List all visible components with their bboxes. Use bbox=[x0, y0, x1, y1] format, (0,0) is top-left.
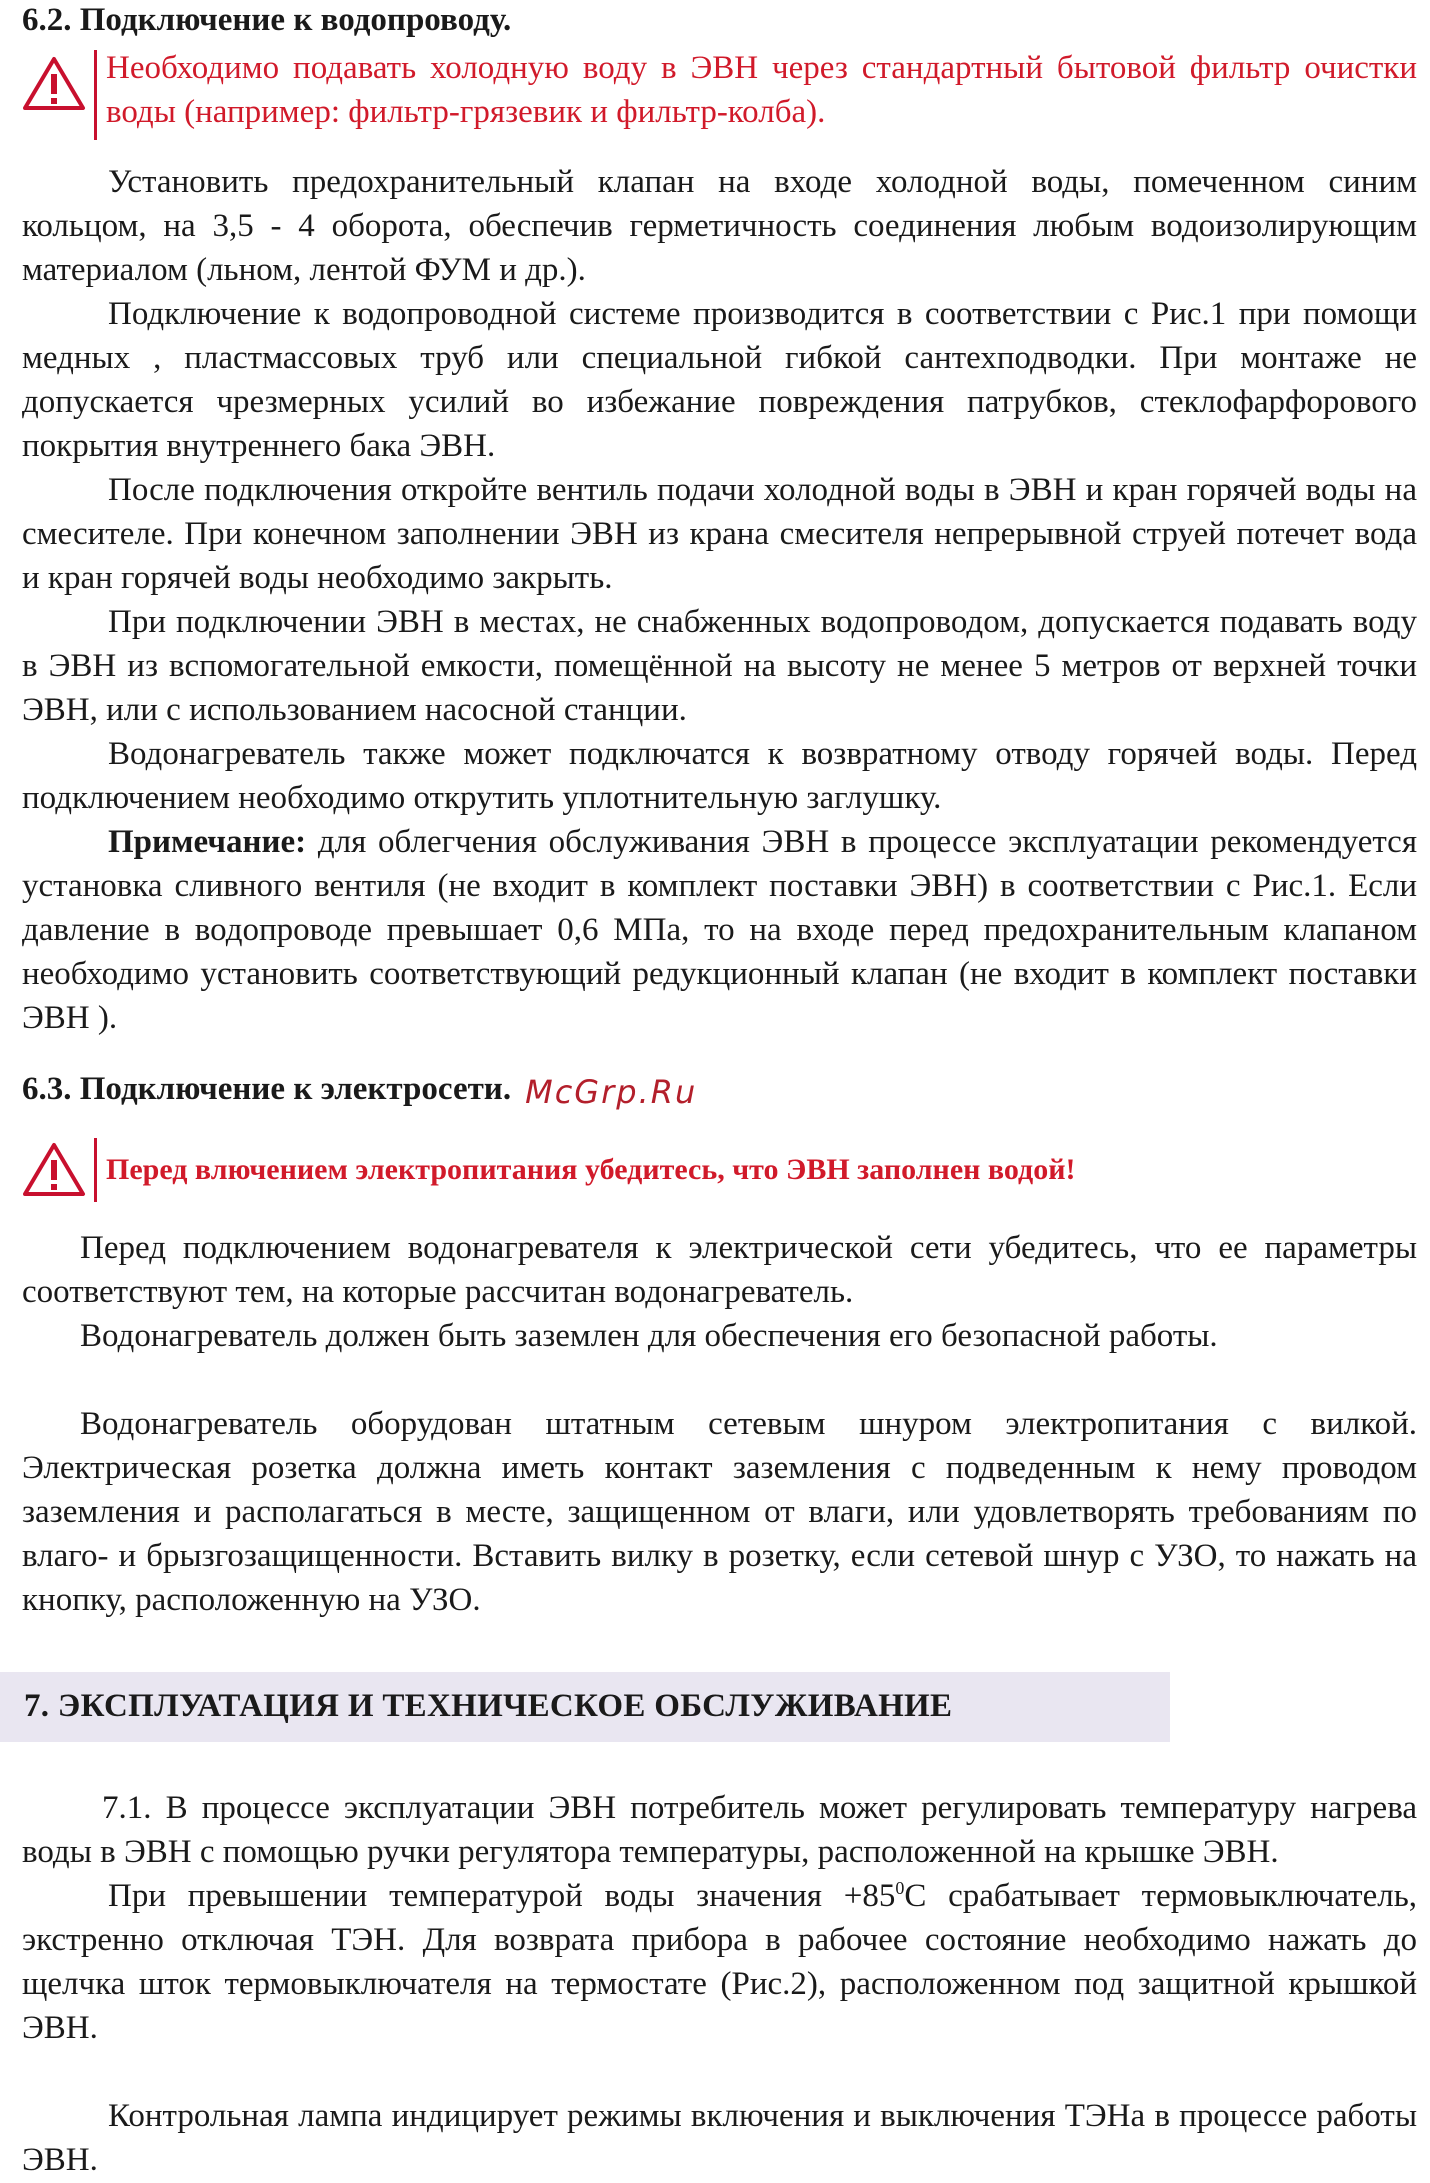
paragraph-note bbox=[22, 820, 1417, 1040]
warning-triangle-icon bbox=[22, 1142, 86, 1198]
paragraph-mains-parameters: Перед подключением водонагревателя к электрической сети убедитесь, что ее параметры соответствуют тем, на которые рассчитан водонагреватель. bbox=[22, 1230, 1417, 1310]
note-text: для облегчения обслуживания ЭВН в процессе эксплуатации рекомендуется установка сливного вентиля (не входит в комплект поставки ЭВН) в соответствии с Рис.1. Если давление в водопроводе превышает 0,6 МПа, то на входе перед предохранительным клапаном необходимо установить соответствующий редукционный клапан (не входит в комплект поставки ЭВН ). bbox=[22, 824, 1417, 1036]
paragraph-safety-valve: Установить предохранительный клапан на входе холодной воды, помеченном синим кольцом, на 3,5 - 4 оборота, обеспечив герметичность соединения любым водоизолирующим материалом (льном, лентой ФУМ и др.). bbox=[22, 164, 1417, 288]
section-7-band bbox=[0, 1672, 1170, 1742]
thermal-cutout-text-a: При превышении температурой воды значения +85 bbox=[108, 1878, 896, 1914]
paragraph-grounding: Водонагреватель должен быть заземлен для обеспечения его безопасной работы. bbox=[80, 1318, 1218, 1354]
paragraph-power-cord: Водонагреватель оборудован штатным сетевым шнуром электропитания с вилкой. Электрическая розетка должна иметь контакт заземления с подведенным к нему проводом заземления и располагаться в месте, защищенном от влаги, или удовлетворять требованиям по влаго- и брызгозащищенности. Вставить вилку в розетку, если сетевой шнур с УЗО, то нажать на кнопку, расположенную на УЗО. bbox=[22, 1406, 1417, 1618]
water-fill-warning-text: Перед влючением электропитания убедитесь, что ЭВН заполнен водой! bbox=[106, 1153, 1076, 1186]
paragraph-filling: После подключения откройте вентиль подачи холодной воды в ЭВН и кран горячей воды на смесителе. При конечном заполнении ЭВН из крана смесителя непрерывной струей потечет вода и кран горячей воды необходимо закрыть. bbox=[22, 472, 1417, 596]
degree-superscript: 0 bbox=[895, 1878, 905, 1898]
warning-bar bbox=[94, 1138, 97, 1202]
thermal-cutout-text-b: С срабатывает термовыключатель, экстренно отключая ТЭН. Для возврата прибора в рабочее состояние необходимо нажать до щелчка шток термовыключателя на термостате (Рис.2), расположенном под защитной крышкой ЭВН. bbox=[22, 1878, 1418, 2046]
water-fill-warning bbox=[22, 1138, 1417, 1202]
section-6-2-heading: 6.2. Подключение к водопроводу. bbox=[22, 2, 512, 38]
paragraph-pipe-connection: Подключение к водопроводной системе производится в соответствии с Рис.1 при помощи медных , пластмассовых труб или специальной гибкой сантехподводки. При монтаже не допускается чрезмерных усилий во избежание повреждения патрубков, стеклофарфорового покрытия внутреннего бака ЭВН. bbox=[22, 296, 1417, 464]
paragraph-no-water-supply: При подключении ЭВН в местах, не снабженных водопроводом, допускается подавать воду в ЭВН из вспомогательной емкости, помещённой на высоту не менее 5 метров от верхней точки ЭВН, или с использованием насосной станции. bbox=[22, 604, 1417, 728]
paragraph-thermal-cutout bbox=[22, 1874, 1417, 2050]
section-6-3-title: 6.3. Подключение к электросети. bbox=[22, 1071, 512, 1107]
water-filter-warning bbox=[22, 46, 1417, 142]
paragraph-indicator-lamp: Контрольная лампа индицирует режимы включения и выключения ТЭНа в процессе работы ЭВН. bbox=[22, 2098, 1417, 2178]
watermark: McGrp.Ru bbox=[525, 1073, 698, 1111]
section-6-3-heading bbox=[22, 1066, 697, 1111]
paragraph-return-line: Водонагреватель также может подключатся к возвратному отводу горячей воды. Перед подключением необходимо открутить уплотнительную заглушку. bbox=[22, 736, 1417, 816]
warning-bar bbox=[94, 50, 97, 140]
section-7-heading: 7. ЭКСПЛУАТАЦИЯ И ТЕХНИЧЕСКОЕ ОБСЛУЖИВАНИЕ bbox=[24, 1688, 953, 1724]
water-filter-warning-text: Необходимо подавать холодную воду в ЭВН через стандартный бытовой фильтр очистки воды (например: фильтр-грязевик и фильтр-колба). bbox=[106, 50, 1417, 130]
note-label: Примечание: bbox=[108, 824, 307, 860]
paragraph-7-1: 7.1. В процессе эксплуатации ЭВН потребитель может регулировать температуру нагрева воды в ЭВН с помощью ручки регулятора температуры, расположенной на крышке ЭВН. bbox=[22, 1790, 1417, 1870]
warning-triangle-icon bbox=[22, 56, 86, 112]
